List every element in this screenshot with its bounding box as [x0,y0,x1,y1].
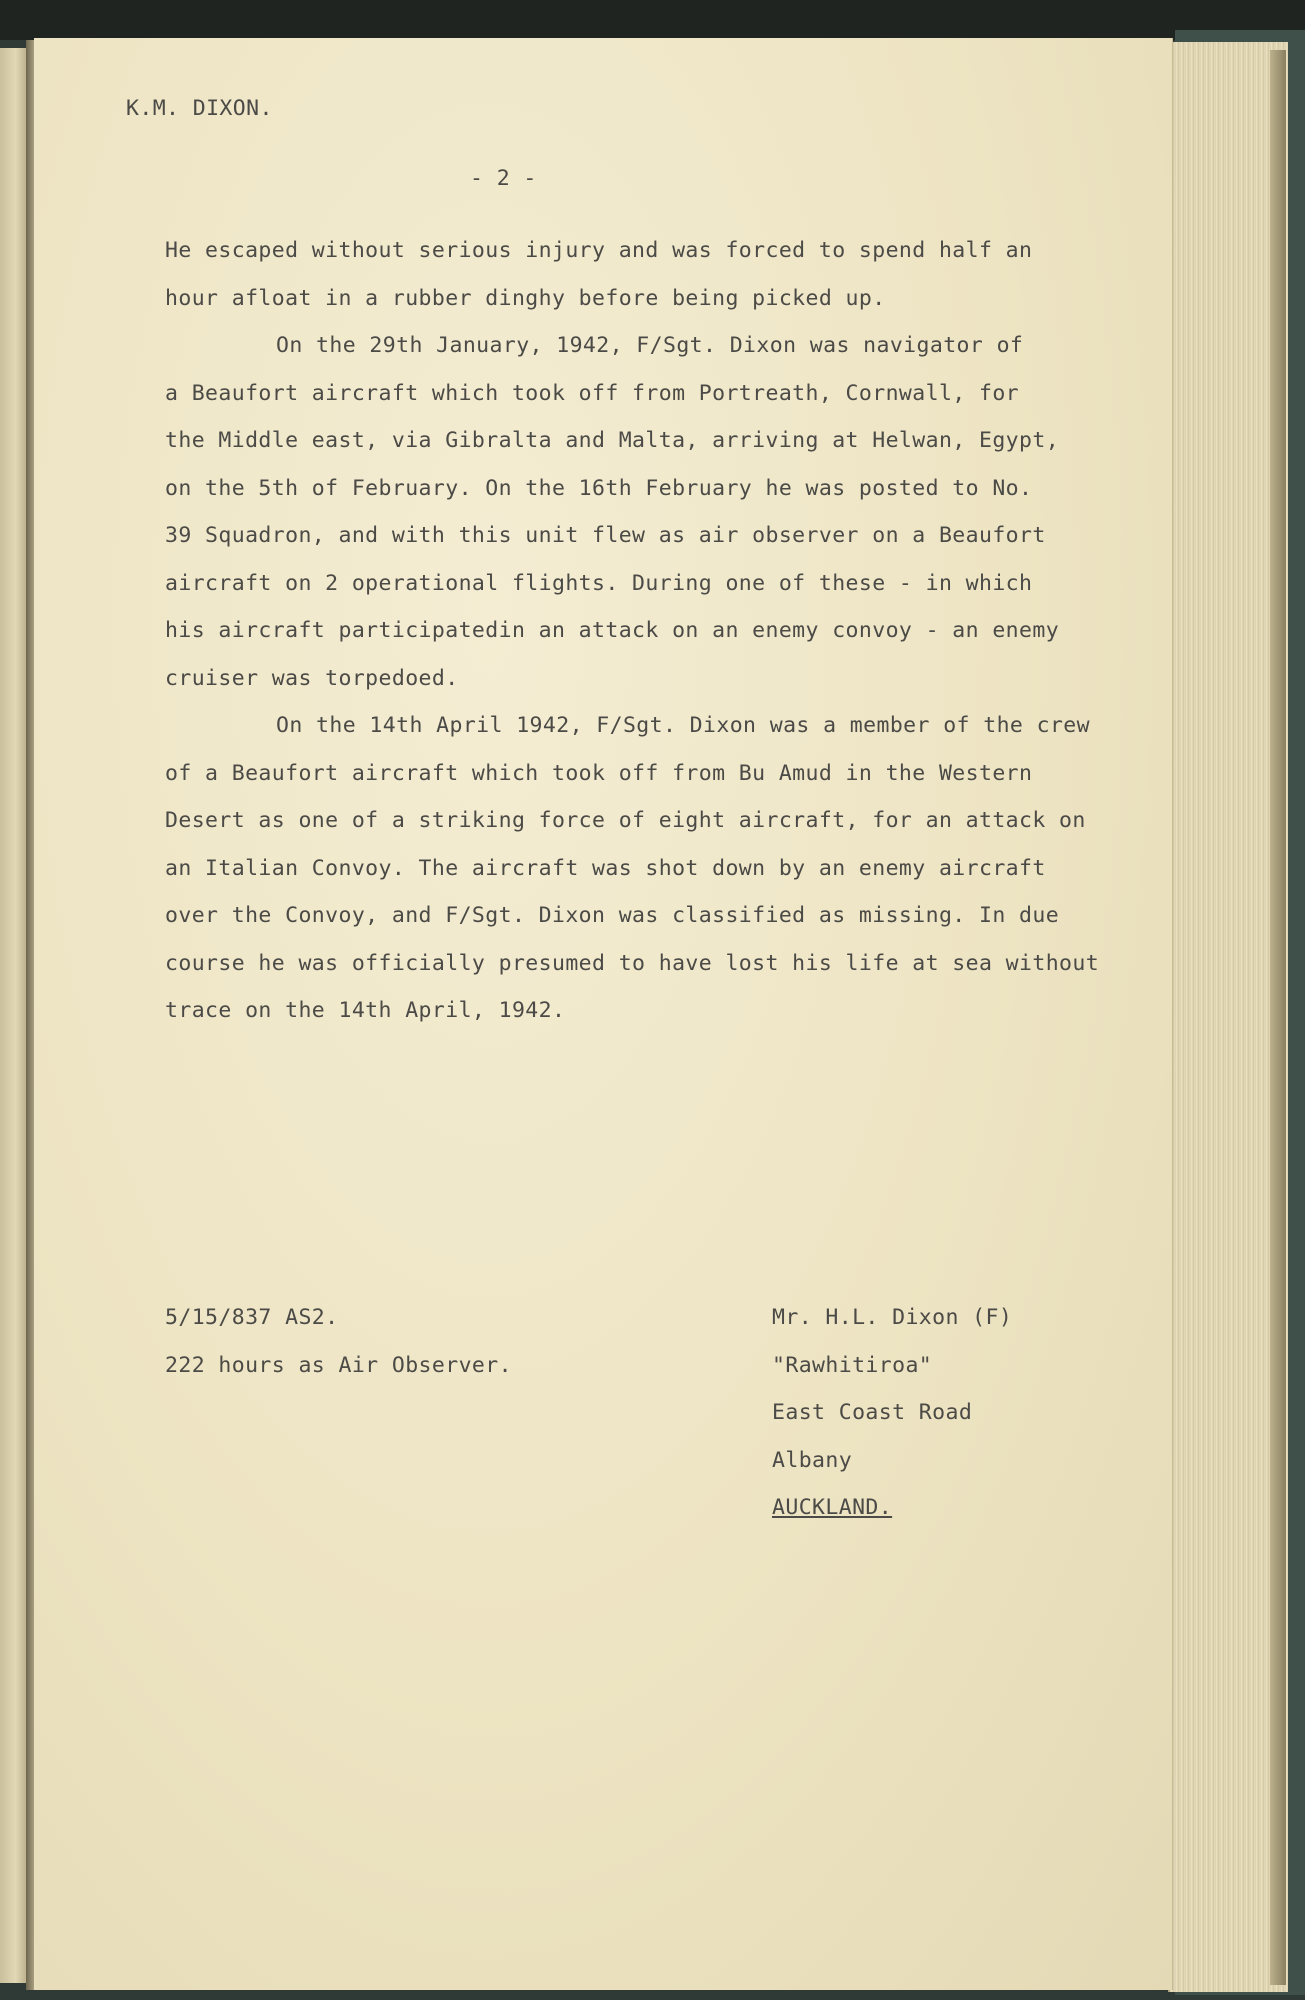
header-name: K.M. DIXON. [126,96,273,121]
body-line: He escaped without serious injury and was forced to spend half an [165,238,1033,263]
next-of-kin-name: Mr. H.L. Dixon (F) [772,1305,1013,1330]
next-of-kin-city: AUCKLAND. [772,1495,893,1520]
body-line: Desert as one of a striking force of eight aircraft, for an attack on [165,808,1086,833]
page-stack-shadow [1270,50,1286,1985]
body-line: on the 5th of February. On the 16th February he was posted to No. [165,476,1033,501]
body-line: course he was officially presumed to have lost his life at sea without [165,951,1100,976]
page-number: - 2 - [470,166,537,191]
body-line: a Beaufort aircraft which took off from Portreath, Cornwall, for [165,381,1020,406]
file-reference: 5/15/837 AS2. [165,1305,339,1330]
flying-hours: 222 hours as Air Observer. [165,1353,512,1378]
body-line: hour afloat in a rubber dinghy before being picked up. [165,286,886,311]
previous-page-edge [0,48,26,1983]
body-line: the Middle east, via Gibralta and Malta, arriving at Helwan, Egypt, [165,428,1060,453]
body-line: cruiser was torpedoed. [165,666,459,691]
next-of-kin-locality: Albany [772,1448,853,1473]
next-of-kin-house: "Rawhitiroa" [772,1353,933,1378]
next-of-kin-road: East Coast Road [772,1400,973,1425]
backdrop [0,0,1305,40]
body-line: of a Beaufort aircraft which took off from Bu Amud in the Western [165,761,1033,786]
body-line: On the 29th January, 1942, F/Sgt. Dixon was navigator of [276,333,1024,358]
body-line: 39 Squadron, and with this unit flew as air observer on a Beaufort [165,523,1046,548]
body-line: trace on the 14th April, 1942. [165,998,566,1023]
body-line: aircraft on 2 operational flights. During one of these - in which [165,571,1033,596]
body-line: On the 14th April 1942, F/Sgt. Dixon was a member of the crew [276,713,1090,738]
body-line: an Italian Convoy. The aircraft was shot down by an enemy aircraft [165,856,1046,881]
body-line: over the Convoy, and F/Sgt. Dixon was classified as missing. In due [165,903,1060,928]
body-line: his aircraft participatedin an attack on an enemy convoy - an enemy [165,618,1060,643]
book-gutter [26,40,34,1990]
